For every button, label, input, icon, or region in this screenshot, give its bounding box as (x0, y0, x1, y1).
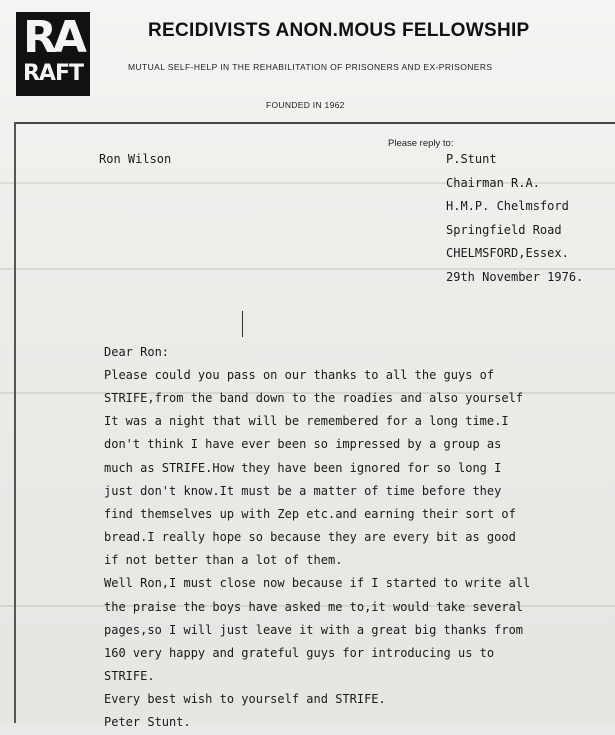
signature-line: Peter Stunt. (104, 715, 191, 730)
reply-address (446, 148, 583, 289)
pen-mark (242, 311, 243, 337)
body-line: It was a night that will be remembered for a long time.I (104, 414, 509, 429)
body-line: pages,so I will just leave it with a great big thanks from (104, 622, 524, 637)
organization-subtitle: MUTUAL SELF-HELP IN THE REHABILITATION OF PRISONERS AND EX-PRISONERS (128, 62, 493, 72)
address-line: Chairman R.A. (446, 175, 540, 190)
letter-body (104, 364, 530, 735)
founded-line: FOUNDED IN 1962 (266, 100, 345, 110)
body-line: find themselves up with Zep etc.and earning their sort of (104, 506, 516, 521)
body-line: much as STRIFE.How they have been ignored for so long I (104, 460, 502, 475)
body-line: just don't know.It must be a matter of time before they (104, 483, 502, 498)
letterhead-rule (14, 122, 615, 124)
margin-rule (14, 122, 16, 723)
logo-top-text: RA (23, 12, 83, 63)
address-line: Springfield Road (446, 222, 562, 237)
address-line: CHELMSFORD,Essex. (446, 246, 569, 260)
address-line: H.M.P. Chelmsford (446, 199, 569, 213)
body-line: STRIFE. (104, 669, 155, 684)
body-line: bread.I really hope so because they are every bit as good (104, 530, 516, 545)
address-line: P.Stunt (446, 152, 497, 166)
body-line: Please could you pass on our thanks to all the guys of (104, 368, 495, 382)
body-line: if not better than a lot of them. (104, 553, 343, 568)
reply-label: Please reply to: (388, 138, 454, 149)
body-line: don't think I have ever been so impressed by a group as (104, 437, 502, 452)
body-line: 160 very happy and grateful guys for introducing us to (104, 645, 495, 660)
recipient-name: Ron Wilson (99, 152, 172, 166)
raft-logo (16, 12, 90, 96)
letter-date: 29th November 1976. (446, 269, 584, 284)
closing-line: Every best wish to yourself and STRIFE. (104, 692, 386, 707)
organization-title: RECIDIVISTS ANON.MOUS FELLOWSHIP (148, 20, 530, 41)
body-line: Well Ron,I must close now because if I started to write all (104, 576, 531, 591)
salutation: Dear Ron: (104, 345, 170, 359)
logo-bottom-text: RAFT (22, 61, 83, 86)
body-line: the praise the boys have asked me to,it would take several (104, 599, 524, 614)
body-line: STRIFE,from the band down to the roadies and also yourself (104, 391, 524, 406)
